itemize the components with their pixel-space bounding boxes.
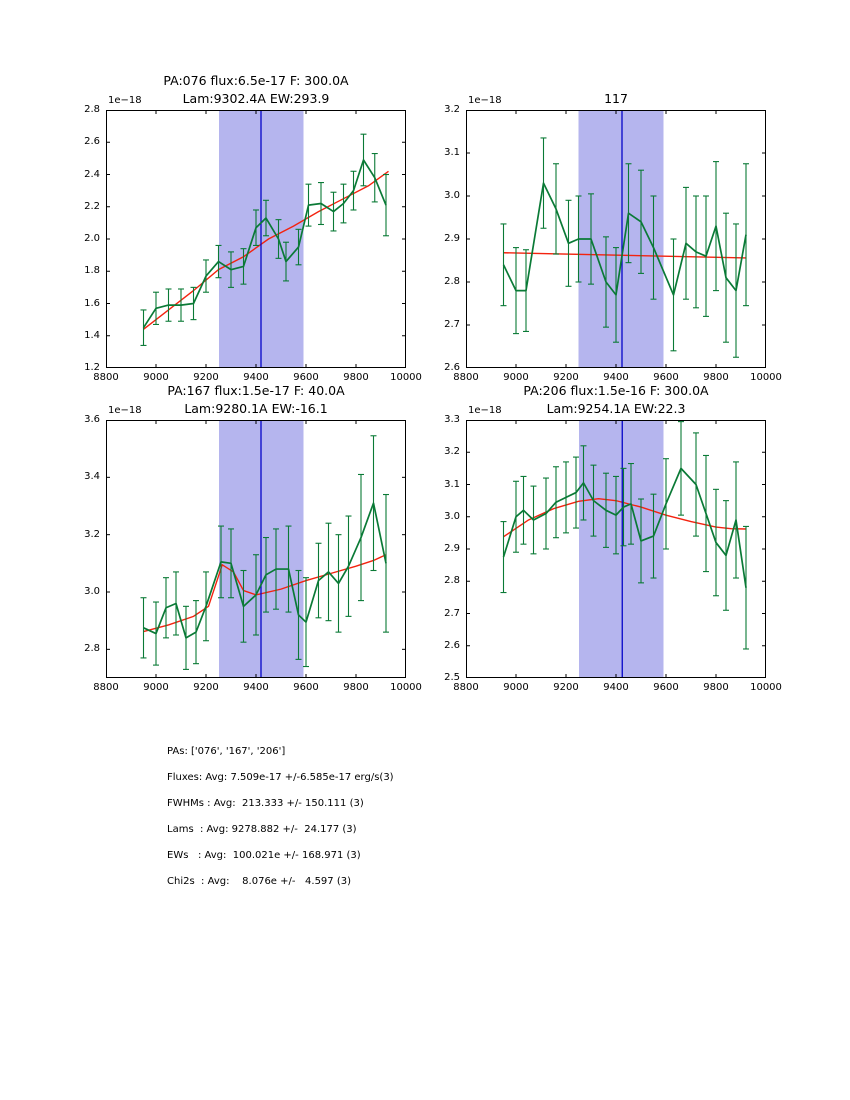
y-axis-offset-label: 1e−18: [108, 95, 142, 106]
y-axis-offset-label: 1e−18: [108, 405, 142, 416]
x-tick-label: 9800: [343, 372, 369, 383]
x-tick-label: 8800: [453, 372, 479, 383]
y-tick-label: 3.4: [84, 471, 100, 483]
y-tick-label: 2.0: [84, 233, 100, 244]
x-tick-label: 9200: [193, 372, 219, 383]
y-tick-label: 2.8: [444, 276, 460, 287]
y-tick-label: 3.0: [444, 190, 460, 201]
plot-subtitle: 117: [604, 91, 628, 106]
subplot-pa076: [84, 73, 422, 383]
y-tick-label: 2.7: [444, 607, 460, 619]
x-tick-label: 9800: [703, 372, 729, 383]
x-tick-label: 9200: [553, 682, 579, 693]
x-tick-label: 9800: [343, 682, 369, 693]
x-tick-label: 10000: [750, 372, 782, 383]
summary-block: [167, 746, 394, 902]
summary-line-fluxes: Fluxes: Avg: 7.509e-17 +/-6.585e-17 erg/s(3): [167, 772, 394, 783]
plot-subtitle: Lam:9254.1A EW:22.3: [546, 401, 686, 416]
x-tick-label: 10000: [390, 682, 422, 693]
summary-line-ews: EWs : Avg: 100.021e +/- 168.971 (3): [167, 850, 361, 861]
x-tick-label: 8800: [93, 372, 119, 383]
subplot-117: [444, 91, 782, 383]
x-tick-label: 9000: [143, 682, 169, 693]
y-tick-label: 1.2: [84, 362, 100, 373]
plot-title: PA:206 flux:1.5e-16 F: 300.0A: [523, 383, 709, 398]
y-tick-label: 1.8: [84, 265, 100, 277]
y-tick-label: 3.1: [444, 478, 460, 490]
plot-subtitle: Lam:9302.4A EW:293.9: [182, 91, 330, 106]
summary-line-lams: Lams : Avg: 9278.882 +/- 24.177 (3): [167, 824, 357, 835]
x-tick-label: 9000: [503, 682, 529, 693]
y-tick-label: 1.4: [84, 329, 100, 341]
x-tick-label: 9600: [653, 372, 679, 383]
plot-svg: [106, 420, 406, 678]
plot-svg: [466, 420, 766, 678]
x-tick-label: 9000: [143, 372, 169, 383]
subplot-pa167: [84, 383, 422, 693]
y-axis-offset-label: 1e−18: [468, 405, 502, 416]
y-tick-label: 3.2: [444, 104, 460, 115]
x-tick-label: 8800: [453, 682, 479, 693]
plot-title: PA:167 flux:1.5e-17 F: 40.0A: [167, 383, 345, 398]
y-tick-label: 3.2: [84, 528, 100, 540]
x-tick-label: 9400: [243, 682, 269, 693]
x-tick-label: 9600: [293, 372, 319, 383]
summary-line-chi2s: Chi2s : Avg: 8.076e +/- 4.597 (3): [167, 876, 352, 887]
plot-area: [466, 420, 766, 678]
y-tick-label: 2.9: [444, 543, 460, 554]
x-tick-label: 8800: [93, 682, 119, 693]
plot-svg: [466, 110, 766, 368]
plot-title: PA:076 flux:6.5e-17 F: 300.0A: [163, 73, 349, 88]
y-tick-label: 2.7: [444, 319, 460, 330]
y-tick-label: 2.5: [444, 672, 460, 683]
plot-subtitle: Lam:9280.1A EW:-16.1: [184, 401, 328, 416]
x-tick-label: 9200: [193, 682, 219, 693]
highlight-band: [579, 420, 664, 678]
y-tick-label: 2.8: [444, 575, 460, 587]
y-tick-label: 3.0: [444, 510, 460, 522]
y-tick-label: 2.8: [84, 643, 100, 655]
x-tick-label: 9800: [703, 682, 729, 693]
y-axis-offset-label: 1e−18: [468, 95, 502, 106]
y-tick-label: 1.6: [84, 297, 100, 309]
y-tick-label: 2.4: [84, 168, 100, 180]
y-tick-label: 2.9: [444, 233, 460, 244]
y-tick-label: 3.3: [444, 414, 460, 425]
y-tick-label: 2.6: [444, 362, 460, 373]
x-tick-label: 9600: [653, 682, 679, 693]
subplot-pa206: [444, 383, 782, 693]
y-tick-label: 3.0: [84, 586, 100, 597]
y-tick-label: 2.8: [84, 104, 100, 115]
plot-area: [106, 420, 406, 678]
y-tick-label: 3.1: [444, 147, 460, 158]
x-tick-label: 9400: [603, 682, 629, 693]
plot-area: [466, 110, 766, 368]
x-tick-label: 9400: [243, 372, 269, 383]
summary-line-fwhms: FWHMs : Avg: 213.333 +/- 150.111 (3): [167, 798, 364, 809]
y-tick-label: 3.2: [444, 446, 460, 458]
x-tick-label: 9000: [503, 372, 529, 383]
plot-area: [106, 110, 406, 368]
summary-line-pas: PAs: ['076', '167', '206']: [167, 746, 286, 757]
y-tick-label: 2.6: [84, 136, 100, 148]
y-tick-label: 3.6: [84, 414, 100, 425]
x-tick-label: 9200: [553, 372, 579, 383]
x-tick-label: 9400: [603, 372, 629, 383]
y-tick-label: 2.6: [444, 639, 460, 651]
x-tick-label: 10000: [750, 682, 782, 693]
y-tick-label: 2.2: [84, 200, 100, 212]
plot-svg: [106, 110, 406, 368]
x-tick-label: 10000: [390, 372, 422, 383]
x-tick-label: 9600: [293, 682, 319, 693]
